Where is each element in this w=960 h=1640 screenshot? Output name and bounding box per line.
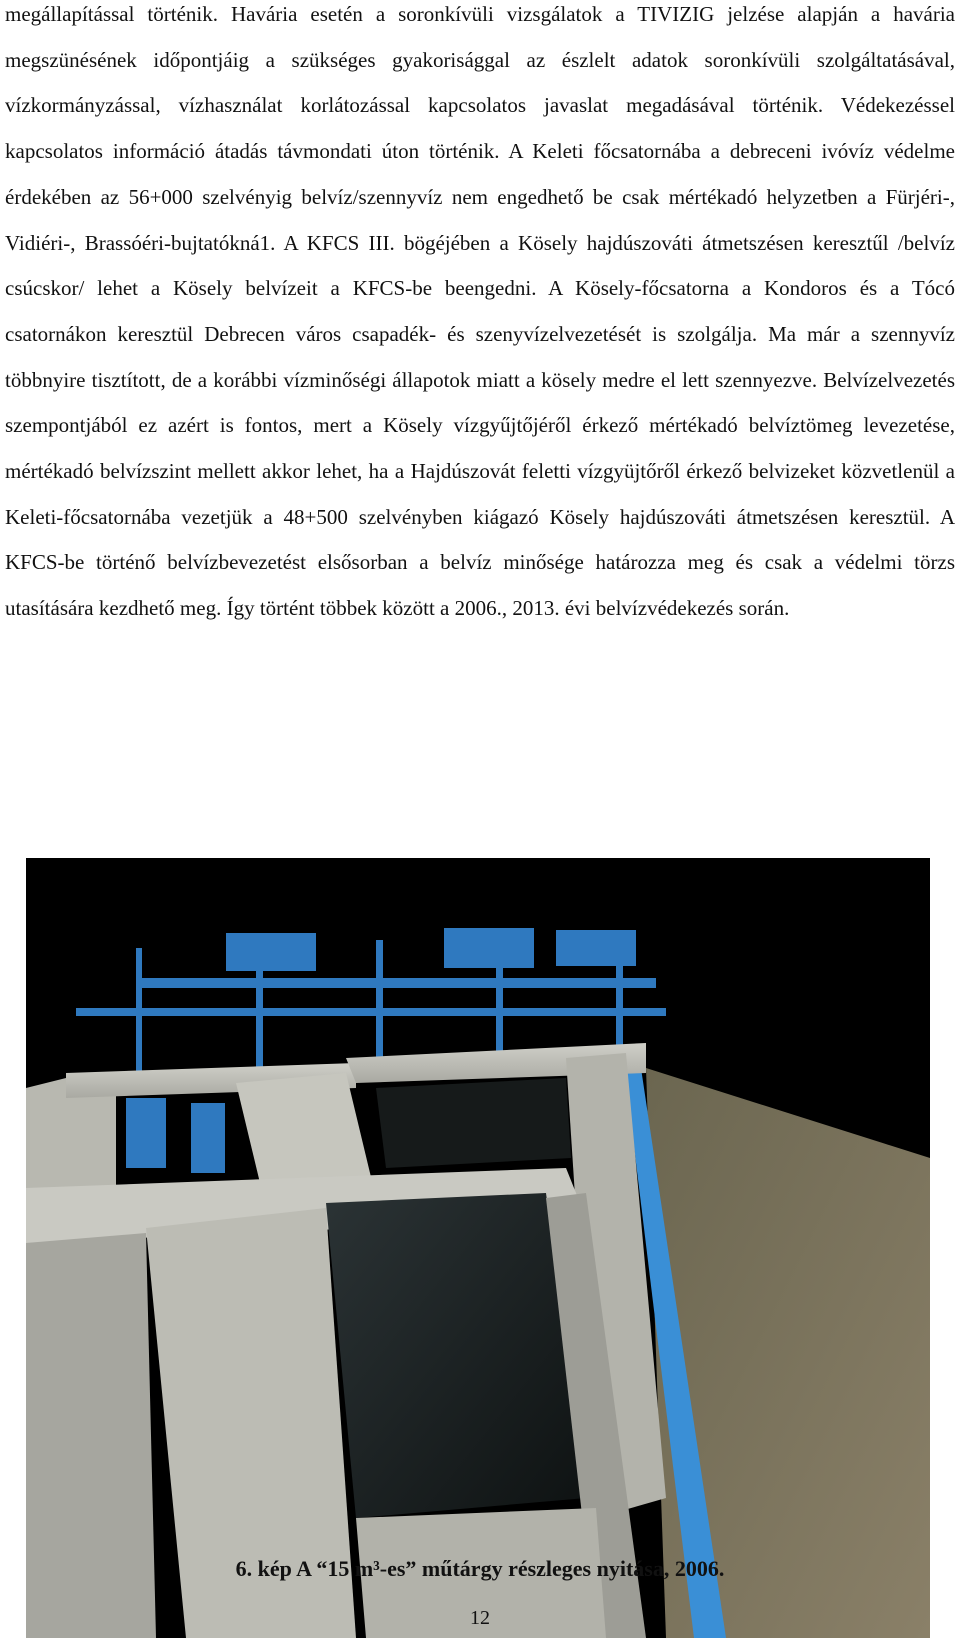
sluice-structure-photo: [26, 858, 930, 1638]
upper-water: [376, 1078, 571, 1168]
page-number: 12: [470, 1607, 490, 1629]
body-paragraph: megállapítással történik. Havária esetén a soronkívüli vizsgálatok a TIVIZIG jelzése alapján a havária megszünésének időpontjáig a szükséges gyakorisággal az észlelt adatok soronkívüli szolgáltatásával, vízkormányzással, vízhasználat korlátozással kapcsolatos javaslat megadásával történik. Védekezéssel kapcsolatos információ átadás távmondati úton történik. A Keleti főcsatornába a debreceni ivóvíz védelme érdekében az 56+000 szelvényig belvíz/szennyvíz nem engedhető be csak mértékadó helyzetben a Fürjéri-, Vidiéri-, Brassóéri-bujtatókná1. A KFCS III. bögéjében a Kösely hajdúszováti átmetszésen keresztűl /belvíz csúcskor/ lehet a Kösely belvízeit a KFCS-be beengedni. A Kösely-főcsatorna a Kondoros és a Tócó csatornákon keresztül Debrecen város csapadék- és szenyvízelvezetését is szolgálja. Ma már a szennyvíz többnyire tisztított, de a korábbi vízminőségi állapotok miatt a kösely medre el lett szennyezve. Belvízelvezetés szempontjából ez azért is fontos, mert a Kösely vízgyűjtőjéről érkező mértékadó belvíztömeg levezetése, mértékadó belvízszint mellett akkor lehet, ha a Hajdúszovát feletti vízgyüjtőről érkező belvizeket közvetlenül a Keleti-főcsatornába vezetjük a 48+500 szelvényben kiágazó Kösely hajdúszováti átmetszésen keresztül. A KFCS-be történő belvízbevezetést elsősorban a belvíz minősége határozza meg és csak a védelmi törzs utasítására kezdhető meg. Így történt többek között a 2006., 2013. évi belvízvédekezés során.: [5, 2, 955, 621]
figure-caption: 6. kép A “15 m³-es” műtárgy részleges nyitása, 2006.: [235, 1556, 725, 1581]
